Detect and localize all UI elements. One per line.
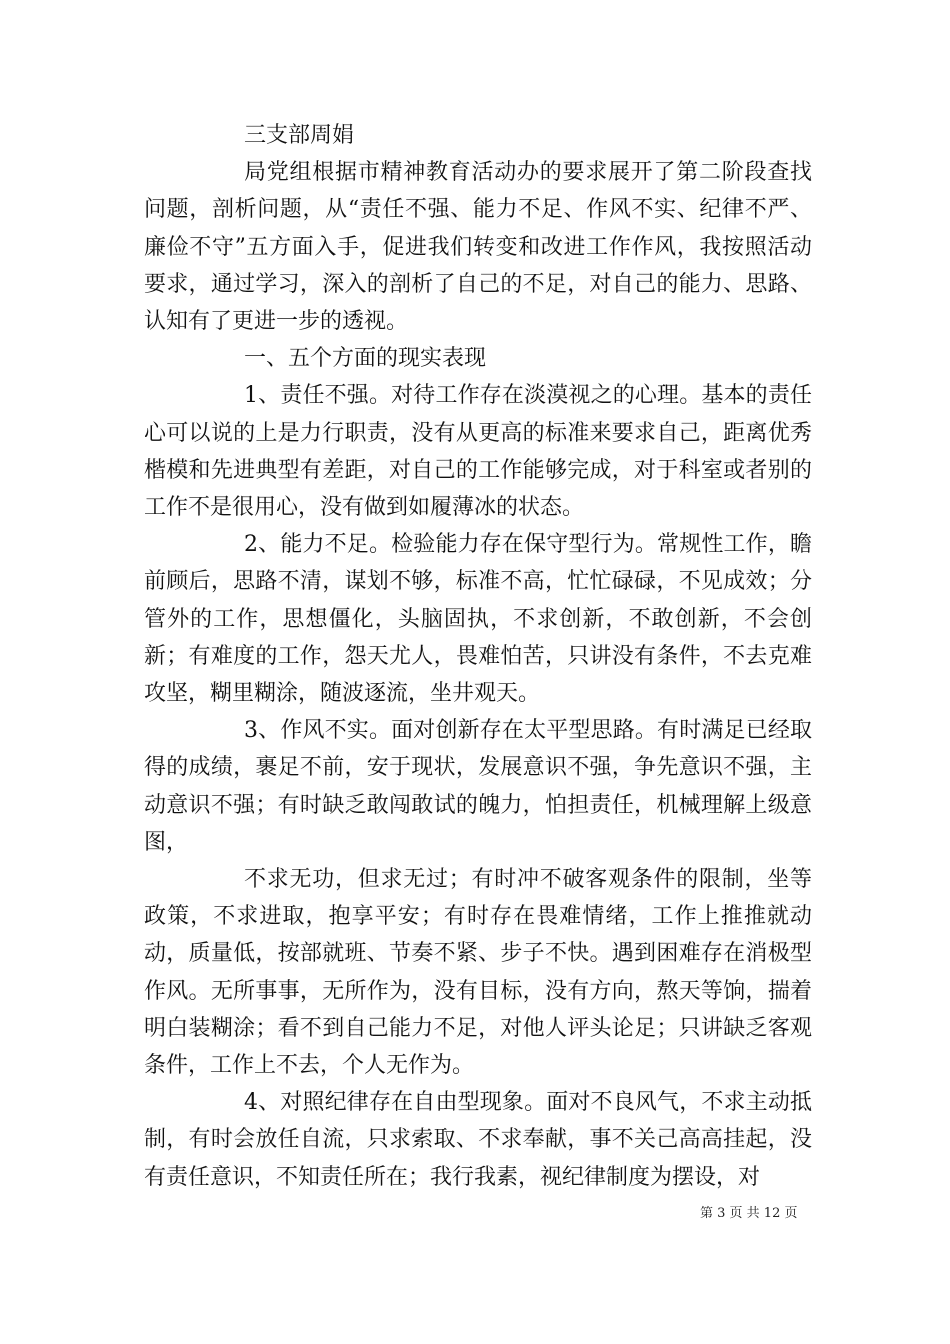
point-3-continued-paragraph: 不求无功，但求无过；有时冲不破客观条件的限制，坐等政策，不求进取，抱享平安；有时存在畏难情绪，工作上推推就动动，质量低，按部就班、节奏不紧、步子不快。遇到困难存在消极型作风。无所事事，无所作为，没有目标，没有方向，熬天等饷，揣着明白装糊涂；看不到自己能力不足，对他人评头论足；只讲缺乏客观条件，工作上不去，个人无作为。: [144, 867, 812, 1079]
page-number-footer: 第 3 页 共 12 页: [700, 1206, 798, 1221]
point-3-paragraph: 3、作风不实。面对创新存在太平型思路。有时满足已经取得的成绩，裹足不前，安于现状，发展意识不强，争先意识不强，主动意识不强；有时缺乏敢闯敢试的魄力，怕担责任，机械理解上级意图，: [144, 718, 812, 855]
point-2-paragraph: 2、能力不足。检验能力存在保守型行为。常规性工作，瞻前顾后，思路不清，谋划不够，标准不高，忙忙碌碌，不见成效；分管外的工作，思想僵化，头脑固执，不求创新，不敢创新，不会创新；有难度的工作，怨天尤人，畏难怕苦，只讲没有条件，不去克难攻坚，糊里糊涂，随波逐流，坐井观天。: [144, 532, 812, 707]
intro-paragraph: 局党组根据市精神教育活动办的要求展开了第二阶段查找问题，剖析问题，从“责任不强、能力不足、作风不实、纪律不严、廉俭不守”五方面入手，促进我们转变和改进工作作风，我按照活动要求，通过学习，深入的剖析了自己的不足，对自己的能力、思路、认知有了更进一步的透视。: [144, 160, 812, 335]
point-1-paragraph: 1、责任不强。对待工作存在淡漠视之的心理。基本的责任心可以说的上是力行职责，没有从更高的标准来要求自己，距离优秀楷模和先进典型有差距，对自己的工作能够完成，对于科室或者别的工作不是很用心，没有做到如履薄冰的状态。: [144, 383, 812, 521]
section-heading: 一、五个方面的现实表现: [244, 346, 487, 372]
document-body: [144, 117, 812, 1196]
point-4-paragraph: 4、对照纪律存在自由型现象。面对不良风气，不求主动抵制，有时会放任自流，只求索取、不求奉献，事不关己高高挂起，没有责任意识，不知责任所在；我行我素，视纪律制度为摆设，对: [144, 1090, 812, 1190]
author-line: 三支部周娟: [244, 123, 355, 148]
